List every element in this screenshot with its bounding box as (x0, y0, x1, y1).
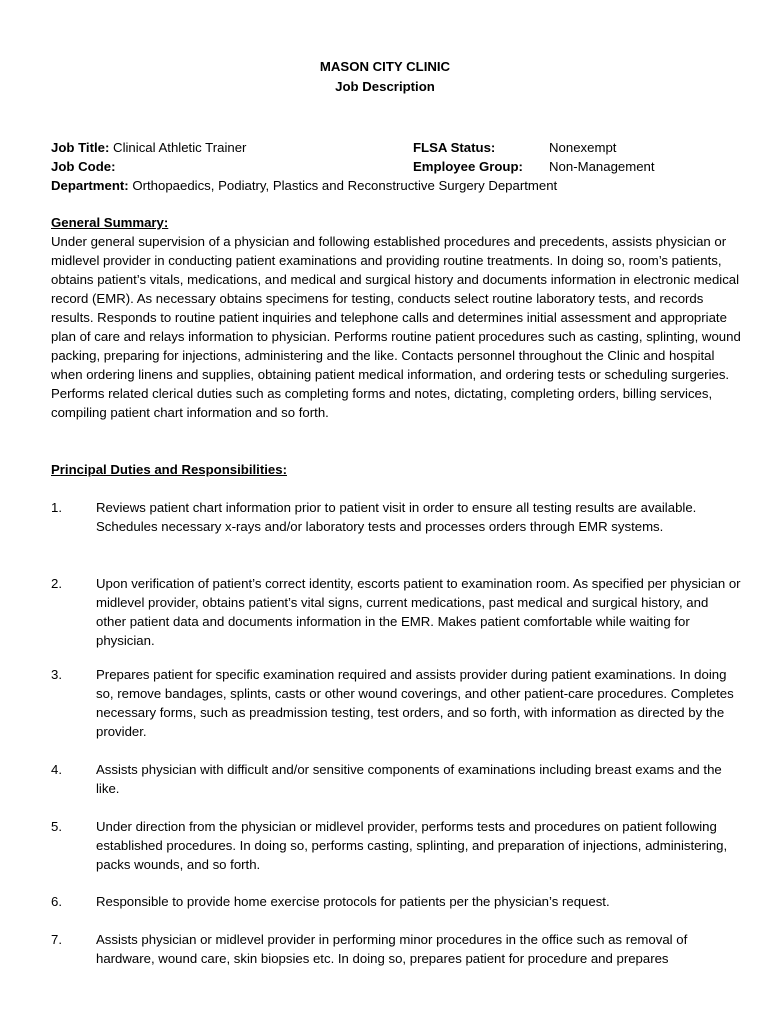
employee-group-value: Non-Management (549, 159, 655, 174)
summary-text: Under general supervision of a physician and following established procedures and precedents, assists physician or midlevel provider in conducting patient examinations and providing routine treatments. In doing so, room’s patients, obtains patient’s vitals, medications, and medical and surgical history and documents information in electronic medical record (EMR). As necessary obtains specimens for testing, conducts select routine laboratory tests, and records results. Responds to routine patient inquiries and telephone calls and determines initial assessment and appropriate plan of care and relays information to physician. Performs routine patient procedures such as casting, splinting, wound packing, preparing for injections, administering and the like. Contacts personnel throughout the Clinic and hospital when ordering linens and supplies, obtaining patient medical information, and ordering tests or scheduling surgeries. Performs related clerical duties such as completing forms and notes, dictating, completing orders, billing services, compiling patient chart information and so forth. (51, 234, 741, 420)
duties-heading: Principal Duties and Responsibilities: (51, 462, 287, 477)
duty-text: Responsible to provide home exercise protocols for patients per the physician’s request. (96, 894, 610, 909)
job-meta (51, 138, 741, 195)
flsa-label: FLSA Status: (413, 140, 496, 155)
document-title: Job Description (335, 79, 435, 94)
duty-number: 7. (51, 932, 62, 947)
flsa-value: Nonexempt (549, 140, 617, 155)
duty-text: Prepares patient for specific examination required and assists provider during patient examinations. In doing so, remove bandages, splints, casts or other wound coverings, and other patient-care procedures. Completes necessary forms, such as preadmission testing, test orders, and so forth, with information as directed by the provider. (96, 667, 734, 739)
duty-text: Assists physician with difficult and/or sensitive components of examinations including breast exams and the like. (96, 762, 722, 796)
duty-number: 1. (51, 500, 62, 515)
job-title-label: Job Title: (51, 140, 110, 155)
general-summary (51, 213, 741, 422)
duty-number: 2. (51, 576, 62, 591)
duty-number: 4. (51, 762, 62, 777)
summary-heading: General Summary: (51, 215, 169, 230)
department-value: Orthopaedics, Podiatry, Plastics and Reconstructive Surgery Department (132, 178, 558, 193)
duty-text: Reviews patient chart information prior to patient visit in order to ensure all testing results are available. Schedules necessary x-rays and/or laboratory tests and processes orders through EMR systems. (96, 500, 697, 534)
duty-number: 6. (51, 894, 62, 909)
org-name: MASON CITY CLINIC (319, 59, 451, 74)
title-block (0, 57, 770, 97)
duty-number: 5. (51, 819, 62, 834)
duty-text: Under direction from the physician or midlevel provider, performs tests and procedures on patient following established procedures. In doing so, performs casting, splinting, and preparation of injections, administering, packs wounds, and so forth. (96, 819, 728, 872)
meta-row-job-code (51, 157, 741, 176)
meta-row-department (51, 176, 741, 195)
department-label: Department: (51, 178, 129, 193)
employee-group-label: Employee Group: (413, 159, 523, 174)
job-code-label: Job Code: (51, 159, 116, 174)
duty-text: Upon verification of patient’s correct identity, escorts patient to examination room. As specified per physician or midlevel provider, obtains patient’s vital signs, current medications, past medical and surgical history, and other patient data and documents information in the EMR. Makes patient comfortable while waiting for physician. (96, 576, 741, 648)
duty-text: Assists physician or midlevel provider in performing minor procedures in the office such as removal of hardware, wound care, skin biopsies etc. In doing so, prepares patient for procedure and prepares (96, 932, 688, 966)
job-title-value: Clinical Athletic Trainer (113, 140, 247, 155)
meta-row-job-title (51, 138, 741, 157)
duty-number: 3. (51, 667, 62, 682)
